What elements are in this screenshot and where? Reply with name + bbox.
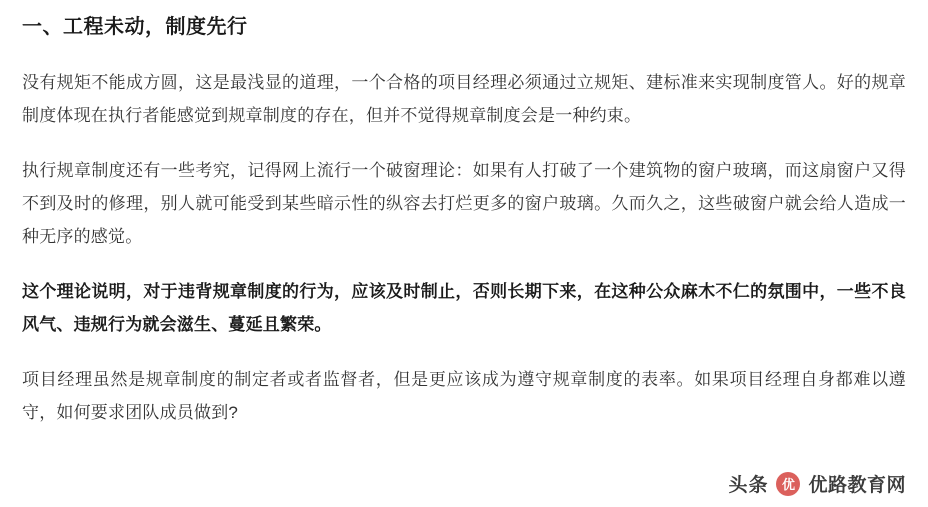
watermark xyxy=(728,470,906,497)
paragraph: 没有规矩不能成方圆，这是最浅显的道理，一个合格的项目经理必须通过立规矩、建标准来实现制度管人。好的规章制度体现在执行者能感觉到规章制度的存在，但并不觉得规章制度会是一种约束。 xyxy=(22,73,906,125)
paragraph: 执行规章制度还有一些考究，记得网上流行一个破窗理论：如果有人打破了一个建筑物的窗户玻璃，而这扇窗户又得不到及时的修理，别人就可能受到某些暗示性的纵容去打烂更多的窗户玻璃。久而久之，这些破窗户就会给人造成一种无序的感觉。 xyxy=(22,161,906,246)
paragraph: 项目经理虽然是规章制度的制定者或者监督者，但是更应该成为遵守规章制度的表率。如果项目经理自身都难以遵守，如何要求团队成员做到? xyxy=(22,370,906,422)
brand-logo-icon: 优 xyxy=(776,472,800,496)
watermark-platform: 头条 xyxy=(728,475,769,496)
watermark-site: 优路教育网 xyxy=(808,475,906,496)
page-title: 一、工程未动，制度先行 xyxy=(22,16,248,38)
paragraph-emphasis: 这个理论说明，对于违背规章制度的行为，应该及时制止，否则长期下来，在这种公众麻木不仁的氛围中，一些不良风气、违规行为就会滋生、蔓延且繁荣。 xyxy=(22,282,906,334)
